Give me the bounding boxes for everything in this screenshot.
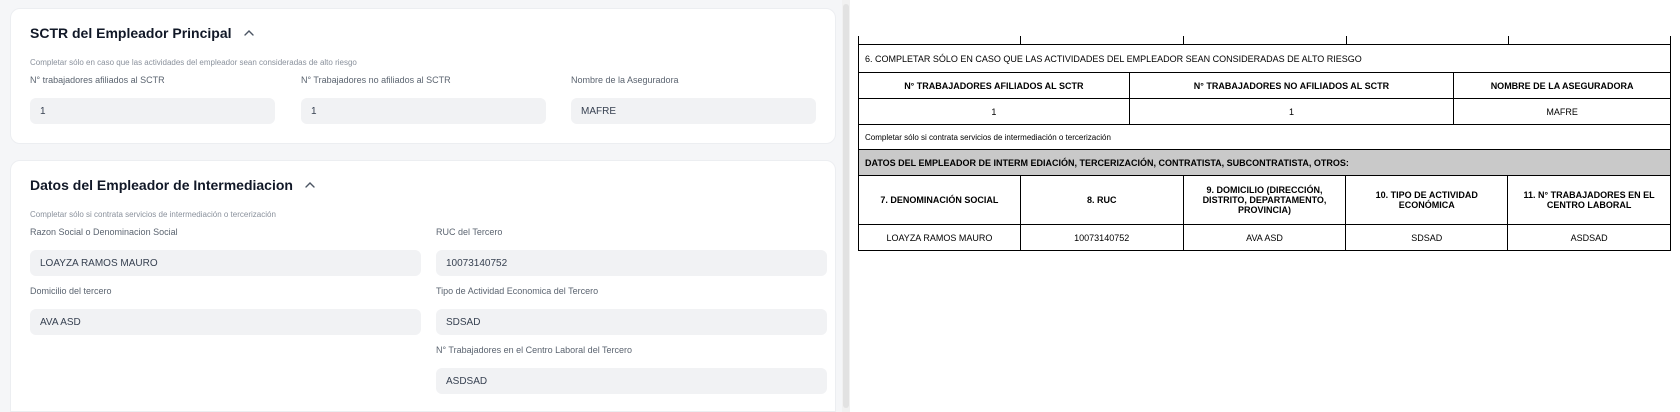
document-table [858, 44, 1671, 251]
doc-int-header: 7. DENOMINACIÓN SOCIAL [859, 176, 1021, 225]
doc-int-value: AVA ASD [1183, 225, 1346, 251]
aseguradora-label: Nombre de la Aseguradora [571, 75, 679, 85]
intermediacion-note: Completar sólo si contrata servicios de intermediación o tercerización [859, 125, 1671, 150]
sctr-section-subtitle: Completar sólo en caso que las actividades del empleador sean consideradas de alto riesgo [30, 58, 357, 67]
chevron-up-icon[interactable] [242, 26, 256, 40]
trabajadores-centro-input[interactable]: ASDSAD [436, 368, 827, 394]
intermediacion-section-subtitle: Completar sólo si contrata servicios de intermediación o tercerización [30, 210, 276, 219]
doc-int-value: 10073140752 [1020, 225, 1183, 251]
doc-int-value: ASDSAD [1508, 225, 1671, 251]
doc-int-header: 9. DOMICILIO (DIRECCIÓN, DISTRITO, DEPARTAMENTO, PROVINCIA) [1183, 176, 1346, 225]
intermediacion-section-header[interactable] [30, 177, 317, 193]
sctr-section-title: SCTR del Empleador Principal [30, 25, 232, 41]
sctr-note: 6. COMPLETAR SÓLO EN CASO QUE LAS ACTIVIDADES DEL EMPLEADOR SEAN CONSIDERADAS DE ALTO RIESGO [859, 45, 1671, 73]
doc-sctr-header: NOMBRE DE LA ASEGURADORA [1454, 73, 1671, 99]
doc-int-header: 11. N° TRABAJADORES EN EL CENTRO LABORAL [1508, 176, 1671, 225]
doc-int-header: 10. TIPO DE ACTIVIDAD ECONÓMICA [1346, 176, 1508, 225]
doc-sctr-value: 1 [1129, 99, 1454, 125]
doc-int-value: SDSAD [1346, 225, 1508, 251]
domicilio-label: Domicilio del tercero [30, 286, 112, 296]
trabajadores-centro-label: N° Trabajadores en el Centro Laboral del Tercero [436, 345, 633, 355]
sctr-afiliados-label: N° trabajadores afiliados al SCTR [30, 75, 165, 85]
sctr-afiliados-input[interactable]: 1 [30, 98, 275, 124]
tipo-actividad-label: Tipo de Actividad Economica del Tercero [436, 286, 599, 296]
scrollbar[interactable] [842, 0, 850, 412]
doc-int-value: LOAYZA RAMOS MAURO [859, 225, 1021, 251]
table-top-ticks [858, 36, 1671, 44]
intermediacion-gray-header: DATOS DEL EMPLEADOR DE INTERM EDIACIÓN, TERCERIZACIÓN, CONTRATISTA, SUBCONTRATISTA, OTROS: [859, 150, 1671, 176]
aseguradora-input[interactable]: MAFRE [571, 98, 816, 124]
intermediacion-section-title: Datos del Empleador de Intermediacion [30, 177, 293, 193]
doc-int-header: 8. RUC [1020, 176, 1183, 225]
doc-sctr-value: MAFRE [1454, 99, 1671, 125]
ruc-tercero-input[interactable]: 10073140752 [436, 250, 827, 276]
sctr-card [10, 8, 836, 144]
sctr-no-afiliados-input[interactable]: 1 [301, 98, 546, 124]
ruc-tercero-label: RUC del Tercero [436, 227, 503, 237]
razon-social-label: Razon Social o Denominacion Social [30, 227, 178, 237]
intermediacion-card [10, 160, 836, 412]
doc-sctr-value: 1 [859, 99, 1130, 125]
doc-sctr-header: N° TRABAJADORES NO AFILIADOS AL SCTR [1129, 73, 1454, 99]
doc-sctr-header: N° TRABAJADORES AFILIADOS AL SCTR [859, 73, 1130, 99]
razon-social-input[interactable]: LOAYZA RAMOS MAURO [30, 250, 421, 276]
sctr-no-afiliados-label: N° Trabajadores no afiliados al SCTR [301, 75, 451, 85]
scrollbar-thumb[interactable] [843, 4, 849, 408]
tipo-actividad-input[interactable]: SDSAD [436, 309, 827, 335]
sctr-section-header[interactable] [30, 25, 256, 41]
chevron-up-icon[interactable] [303, 178, 317, 192]
document-preview [858, 0, 1680, 412]
domicilio-input[interactable]: AVA ASD [30, 309, 421, 335]
